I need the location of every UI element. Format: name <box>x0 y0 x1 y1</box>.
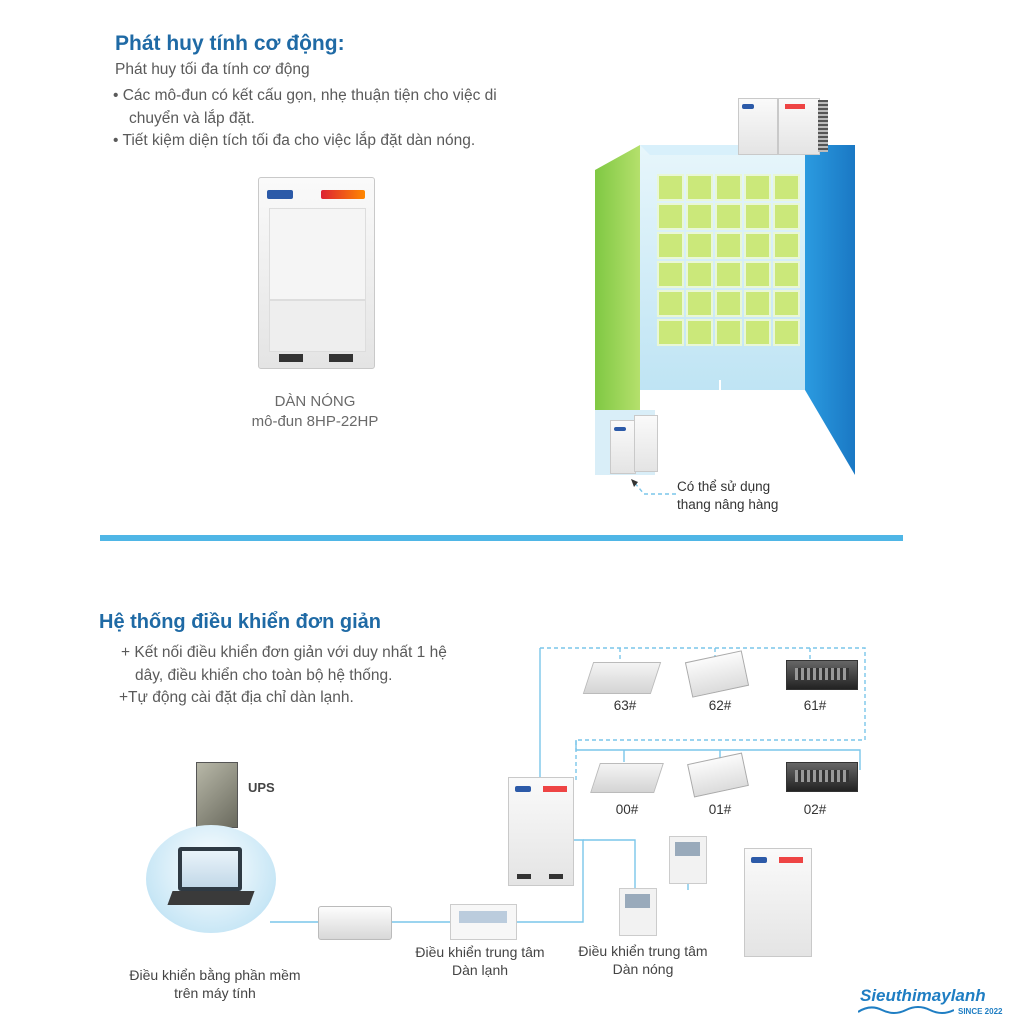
caption-line-2: Dàn lạnh <box>451 962 509 978</box>
section2-line-2: dây, điều khiển cho toàn bộ hệ thống. <box>135 667 393 684</box>
bullet-1-text: Các mô-đun có kết cấu gọn, nhẹ thuận tiện cho việc di <box>122 87 497 104</box>
unit-vent-left <box>517 874 531 879</box>
central-outdoor-controller <box>619 888 657 936</box>
laptop-display <box>182 851 238 887</box>
indoor-unit-02 <box>786 762 858 792</box>
series-logo-icon <box>543 786 567 792</box>
section1-title: Phát huy tính cơ động: <box>115 32 345 55</box>
indoor-unit-63 <box>583 662 661 694</box>
brand-logo-icon <box>751 857 767 863</box>
series-logo-icon <box>779 857 803 863</box>
section2-line-1: + Kết nối điều khiển đơn giản với duy nhất 1 hệ <box>121 644 447 661</box>
wall-controller <box>669 836 707 884</box>
note-line-1: Có thể sử dụng <box>677 479 771 494</box>
bullet-1: • Các mô-đun có kết cấu gọn, nhẹ thuận tiện cho việc di <box>113 87 497 104</box>
indoor-label-63: 63# <box>613 698 637 713</box>
bullet-2: • Tiết kiệm diện tích tối đa cho việc lắp đặt dàn nóng. <box>113 132 476 149</box>
note-line-2: thang nâng hàng <box>677 497 779 512</box>
indoor-label-00: 00# <box>615 802 639 817</box>
outdoor-unit-right <box>744 848 812 957</box>
ups-device <box>196 762 238 828</box>
brand-wave-icon <box>858 1004 954 1016</box>
indoor-label-62: 62# <box>708 698 732 713</box>
indoor-unit-61 <box>786 660 858 690</box>
bullet-1-cont: chuyển và lắp đặt. <box>129 110 255 127</box>
indoor-label-61: 61# <box>803 698 827 713</box>
bullet-2-text: Tiết kiệm diện tích tối đa cho việc lắp đặt dàn nóng. <box>122 132 476 149</box>
central-outdoor-caption <box>563 942 723 978</box>
section1-subtitle: Phát huy tối đa tính cơ động <box>115 61 310 78</box>
central-indoor-controller <box>450 904 517 940</box>
caption-line-2: Dàn nóng <box>612 961 674 977</box>
unit-vent-right <box>549 874 563 879</box>
indoor-unit-00 <box>590 763 664 793</box>
laptop-keyboard <box>167 891 254 905</box>
indoor-label-01: 01# <box>708 802 732 817</box>
caption-line-1: Điều khiển trung tâm <box>578 943 708 959</box>
caption-line-1: DÀN NÓNG <box>274 393 356 410</box>
caption-line-1: Điều khiển bằng phần mềm <box>129 967 301 983</box>
caption-line-2: trên máy tính <box>174 985 256 1001</box>
brand-logo-icon <box>515 786 531 792</box>
section2-title: Hệ thống điều khiển đơn giản <box>99 611 381 633</box>
central-indoor-caption <box>400 943 560 979</box>
controller-screen <box>625 894 650 908</box>
central-outdoor-unit <box>508 777 574 886</box>
controller-screen <box>675 842 700 856</box>
computer-circle <box>146 825 276 933</box>
section2-line-3: +Tự động cài đặt địa chỉ dàn lạnh. <box>119 689 354 706</box>
laptop-screen <box>178 847 242 891</box>
brand-tagline: SINCE 2022 <box>958 1007 1003 1016</box>
ups-label: UPS <box>248 780 275 795</box>
indoor-label-02: 02# <box>803 802 827 817</box>
duct-grille <box>795 770 849 782</box>
interface-adapter <box>318 906 392 940</box>
caption-line-1: Điều khiển trung tâm <box>415 944 545 960</box>
caption-line-2: mô-đun 8HP-22HP <box>251 413 379 430</box>
pc-caption <box>110 966 320 1002</box>
brand-name: Sieuthimaylanh <box>860 986 986 1005</box>
duct-grille <box>795 668 849 680</box>
controller-screen <box>459 911 507 923</box>
